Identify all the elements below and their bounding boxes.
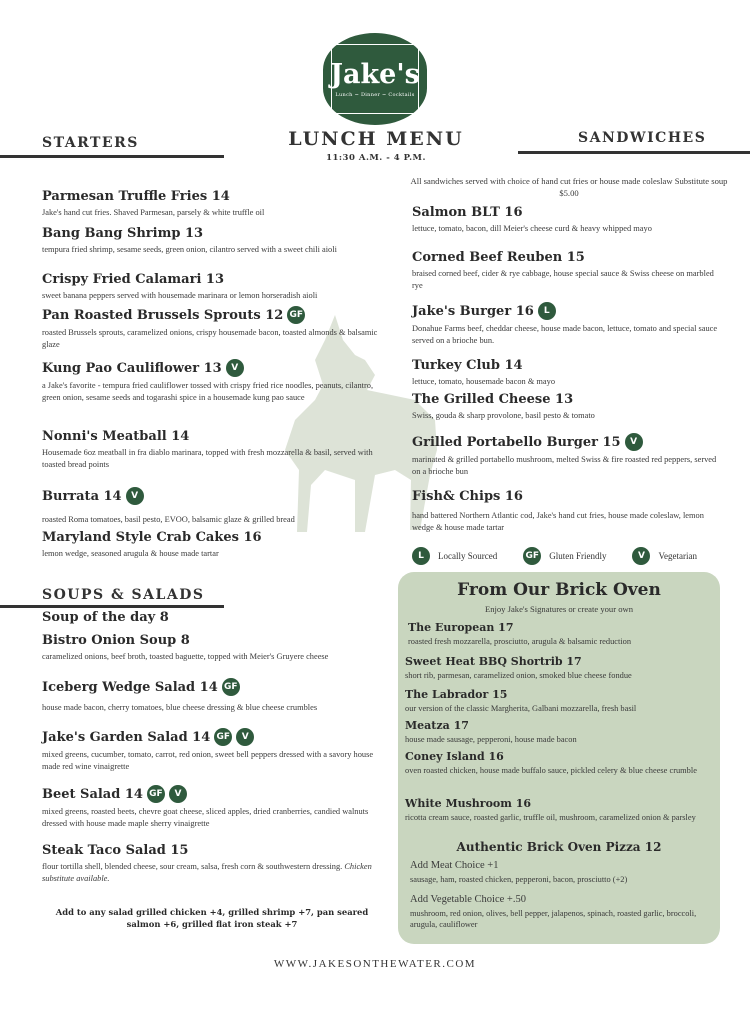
starter-item [42,272,387,302]
sandwich-desc: lettuce, tomato, housemade bacon & mayo [412,377,556,386]
starter-item [42,530,387,560]
veg-addon-title: Add Vegetable Choice +.50 [410,894,526,905]
pizza-name: White Mushroom 16 [405,797,532,810]
sandwich-desc: lettuce, tomato, bacon, dill Meier's cheese curd & heavy whipped mayo [412,224,652,233]
pizza-item [405,719,713,746]
gluten-friendly-icon: GF [147,785,165,803]
salad-item [42,678,387,714]
starter-desc: roasted Brussels sprouts, caramelized onions, crispy housemade bacon, toasted almonds & balsamic glaze [42,328,378,349]
salad-name: Steak Taco Salad 15 [42,843,189,858]
logo-name: Jake's [330,58,420,90]
gluten-friendly-icon: GF [523,547,541,565]
salad-name: Jake's Garden Salad 14 [42,729,211,745]
starter-item [42,306,387,350]
starter-name: Kung Pao Cauliflower 13 [42,360,222,376]
gluten-friendly-icon: GF [287,306,305,324]
starter-desc: roasted Roma tomatoes, basil pesto, EVOO, balsamic glaze & grilled bread [42,515,295,524]
pizza-desc: short rib, parmesan, caramelized onion, smoked blue cheese fondue [405,671,632,680]
starter-name: Bang Bang Shrimp 13 [42,226,204,241]
salad-name: Beet Salad 14 [42,786,143,802]
starter-name: Pan Roasted Brussels Sprouts 12 [42,307,284,323]
pizza-name: The Labrador 15 [405,688,508,701]
salad-item [42,785,387,829]
dietary-legend [412,545,732,567]
vegetarian-icon: V [632,547,650,565]
salad-item [42,843,387,884]
pizza-addon [410,894,710,931]
sandwich-desc: Swiss, gouda & sharp provolone, basil pesto & tomato [412,411,595,420]
salad-desc: mixed greens, cucumber, tomato, carrot, red onion, sweet bell peppers dressed with a savory house made red wine vinaigrette [42,750,374,771]
pizza-name: Sweet Heat BBQ Shortrib 17 [405,655,582,668]
starter-name: Crispy Fried Calamari 13 [42,272,225,287]
pizza-item [408,621,713,648]
starter-desc: Housemade 6oz meatball in fra diablo marinara, topped with fresh mozzarella & basil, served with toasted bread points [42,448,373,469]
sandwich-desc: marinated & grilled portabello mushroom, melted Swiss & fire roasted red peppers, served on a brioche bun [412,455,717,476]
starters-rule [0,155,224,158]
vegetarian-icon: V [126,487,144,505]
sandwich-item [412,205,722,235]
starter-item [42,429,387,470]
vegetarian-icon: V [169,785,187,803]
legend-label: Locally Sourced [438,551,498,561]
sandwich-item [412,302,722,346]
pizza-addon [410,860,710,885]
starter-name: Maryland Style Crab Cakes 16 [42,530,262,545]
sandwich-name: Salmon BLT 16 [412,205,523,220]
pizza-desc: ricotta cream sauce, roasted garlic, truffle oil, mushroom, caramelized onion & parsley [405,813,696,822]
salad-desc-note: Chicken substitute available. [42,862,372,883]
sandwich-item [412,358,722,388]
custom-pizza-title: Authentic Brick Oven Pizza 12 [456,840,662,854]
sandwich-item [412,392,722,422]
website-url: WWW.JAKESONTHEWATER.COM [273,958,477,970]
starter-name: Nonni's Meatball 14 [42,429,190,444]
gluten-friendly-icon: GF [222,678,240,696]
logo-tagline: Lunch ~ Dinner ~ Cocktails [335,91,415,98]
pizza-item [405,655,713,682]
sandwiches-note: All sandwiches served with choice of hand cut fries or house made coleslaw Substitute soup $5.00 [410,176,728,198]
jakes-logo [323,33,427,125]
starter-desc: lemon wedge, seasoned arugula & house made tartar [42,549,219,558]
sandwich-desc: Donahue Farms beef, cheddar cheese, house made bacon, lettuce, tomato and special sauce served on a brioche bun. [412,324,718,345]
soups-rule [0,605,224,608]
gluten-friendly-icon: GF [214,728,232,746]
veg-addon-desc: mushroom, red onion, olives, bell pepper, jalapenos, spinach, roasted garlic, broccoli, arugula, cauliflower [410,908,697,929]
sandwiches-title: SANDWICHES [578,130,707,146]
vegetarian-icon: V [226,359,244,377]
sandwich-name: Turkey Club 14 [412,358,523,373]
starter-item [42,359,387,403]
logo-frame [331,44,419,114]
sandwich-name: Corned Beef Reuben 15 [412,250,585,265]
sandwich-item [412,433,722,477]
pizza-desc: our version of the classic Margherita, Galbani mozzarella, fresh basil [405,704,637,713]
brick-oven-title: From Our Brick Oven [457,580,661,600]
starter-item [42,487,387,526]
pizza-item [405,750,713,777]
starter-desc: tempura fried shrimp, sesame seeds, green onion, cilantro served with a sweet chili aioli [42,245,337,254]
salad-desc: caramelized onions, beef broth, toasted baguette, topped with Meier's Gruyere cheese [42,652,329,661]
meat-addon-desc: sausage, ham, roasted chicken, pepperoni, bacon, prosciutto (+2) [410,874,628,884]
pizza-item [405,797,713,824]
meat-addon-title: Add Meat Choice +1 [410,860,499,871]
legend-label: Vegetarian [658,551,697,561]
sandwiches-rule [518,151,750,154]
pizza-name: Meatza 17 [405,719,469,732]
locally-sourced-icon: L [412,547,430,565]
pizza-desc: house made sausage, pepperoni, house made bacon [405,735,577,744]
sandwich-name: Fish& Chips 16 [412,489,523,504]
pizza-desc: roasted fresh mozzarella, prosciutto, arugula & balsamic reduction [408,637,632,646]
soups-salads-title: SOUPS & SALADS [42,587,205,603]
starter-item [42,189,387,219]
salad-name: Soup of the day 8 [42,610,169,625]
sandwich-name: Jake's Burger 16 [412,303,534,319]
salad-desc: house made bacon, cherry tomatoes, blue cheese dressing & blue cheese crumbles [42,703,318,712]
pizza-name: Coney Island 16 [405,750,504,763]
lunch-menu-hours: 11:30 A.M. - 4 P.M. [326,153,426,163]
starter-name: Parmesan Truffle Fries 14 [42,189,230,204]
vegetarian-icon: V [236,728,254,746]
salad-item [42,610,387,625]
starter-desc: sweet banana peppers served with housemade marinara or lemon horseradish aioli [42,291,318,300]
salad-item [42,633,387,663]
locally-sourced-icon: L [538,302,556,320]
starter-item [42,226,387,256]
sandwich-desc: hand battered Northern Atlantic cod, Jake's hand cut fries, house made coleslaw, lemon wedge & house made tartar [412,511,704,532]
sandwich-item [412,489,722,533]
vegetarian-icon: V [625,433,643,451]
salad-name: Bistro Onion Soup 8 [42,633,190,648]
sandwich-item [412,250,722,291]
salad-desc: mixed greens, roasted beets, chevre goat cheese, sliced apples, dried cranberries, candied walnuts dressed with house made maple sherry vinaigrette [42,807,369,828]
lunch-menu-title: LUNCH MENU [288,128,464,150]
salad-addons-note: Add to any salad grilled chicken +4, grilled shrimp +7, pan seared salmon +6, grilled flat iron steak +7 [55,907,369,929]
brick-oven-subtitle: Enjoy Jake's Signatures or create your own [484,604,634,614]
pizza-name: The European 17 [408,621,514,634]
pizza-desc: oven roasted chicken, house made buffalo sauce, pickled celery & blue cheese crumble [405,766,697,775]
starters-title: STARTERS [42,135,139,151]
starter-desc: a Jake's favorite - tempura fried cauliflower tossed with crispy fried rice noodles, peanuts, cilantro, green onion, sesame seeds and togarashi spice in a housemade kung pao sauce [42,381,374,402]
starter-name: Burrata 14 [42,488,122,504]
legend-label: Gluten Friendly [549,551,607,561]
starter-desc: Jake's hand cut fries. Shaved Parmesan, parsely & white truffle oil [42,208,265,217]
salad-desc: flour tortilla shell, blended cheese, sour cream, salsa, fresh corn & southwestern dressing. [42,862,343,871]
pizza-item [405,688,713,715]
salad-name: Iceberg Wedge Salad 14 [42,679,218,695]
sandwich-name: Grilled Portabello Burger 15 [412,434,621,450]
sandwich-name: The Grilled Cheese 13 [412,392,574,407]
salad-item [42,728,387,772]
sandwich-desc: braised corned beef, cider & rye cabbage, house special sauce & Swiss cheese on marbled rye [412,269,714,290]
brick-oven-panel [398,572,720,944]
